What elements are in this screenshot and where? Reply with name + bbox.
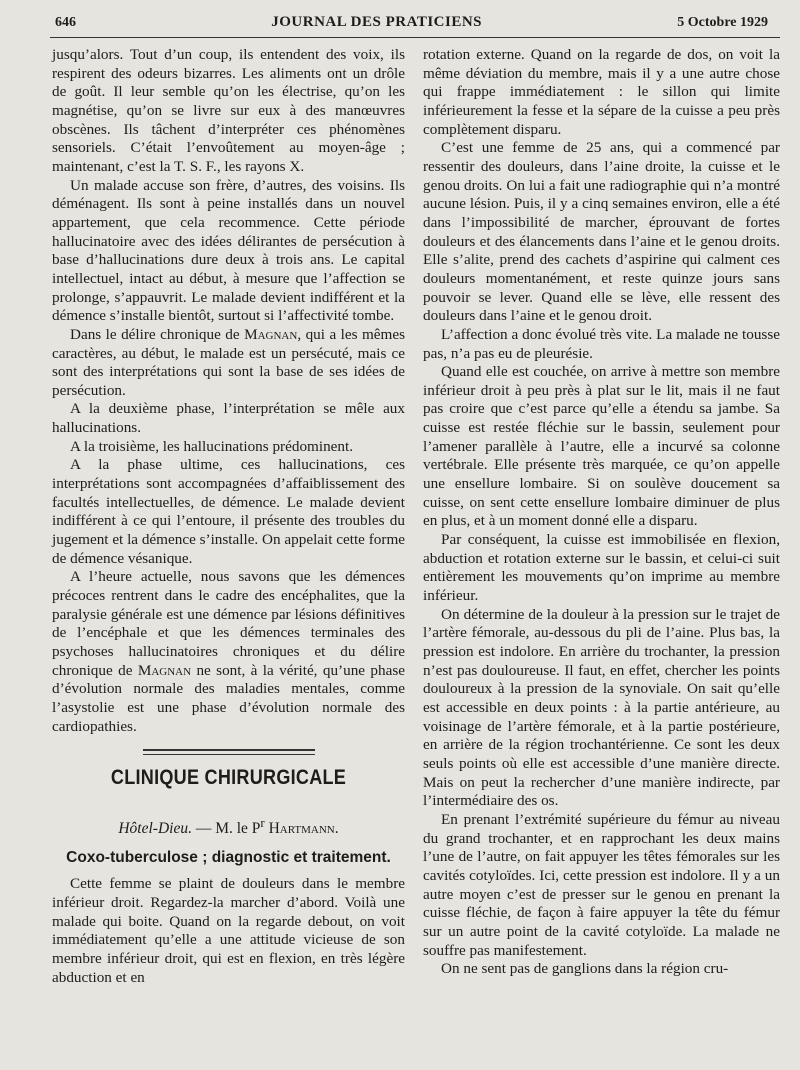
paragraph: C’est une femme de 25 ans, qui a commencé par ressentir des douleurs, dans l’aine droite, la cuisse et le genou droits. On lui a fait une radiographie qui n’a montré aucune lésion. Puis, il y a cinq semaines environ, elle a été dans l’impossibilité de marcher, éprouvant de fortes douleurs et des élancements dans l’aine et le genou droits. Elle s’alite, prend des cachets d’aspirine qui calment ces douleurs momentanément, et reste quinze jours sans pouvoir se lever. Quand elle se lève, elle ressent des douleurs dans l’aine et le genou droit. — [423, 139, 780, 325]
paragraph: rotation externe. Quand on la regarde de dos, on voit la même déviation du membre, mais il y a une autre chose qui frappe immédiatement : le sillon qui limite inférieurement la fesse et la sépare de la cuisse a peu près complètement disparu. — [423, 46, 780, 138]
article-title: Coxo-tuberculose ; diagnostic et traitement. — [66, 848, 391, 866]
paragraph: Quand elle est couchée, on arrive à mettre son membre inférieur droit à peu près à plat sur le lit, mais il ne faut pas croire que c’est parce qu’elle a étendu sa jambe. Sa cuisse est restée fléchie sur le bassin, seulement pour l’amener parallèle à l’autre, elle a incurvé sa colonne vertébrale. Elle présente très marquée, ce qu’on appelle une ensellure lombaire. Si on soulève doucement sa cuisse, on sent cette ensellure lombaire diminuer de plus en plus, et à un moment donné elle a disparu. — [423, 363, 780, 530]
paragraph: En prenant l’extrémité supérieure du fémur au niveau du grand trochanter, et en rapprochant les deux mains l’une de l’autre, on fait appuyer les têtes fémorales sur les cavités cotyloïdes. Ici, cette pression est indolore. Il y a un autre moyen c’est de presser sur le genou en prenant la cuisse fléchie, de façon à faire appuyer la tête du fémur sur un autre point de la cavité cotyloïde. La malade ne souffre pas manifestement. — [423, 810, 780, 959]
paragraph: Par conséquent, la cuisse est immobilisée en flexion, abduction et rotation externe sur le bassin, et celui-ci suit entièrement les mouvements qu’on imprime au membre inférieur. — [423, 531, 780, 605]
left-column — [52, 46, 405, 987]
author-name: Magnan — [137, 661, 192, 679]
paragraph: L’affection a donc évolué très vite. La malade ne tousse pas, n’a pas eu de pleurésie. — [423, 325, 780, 362]
professor-name: Hartmann. — [264, 820, 339, 838]
journal-title: JOURNAL DES PRATICIENS — [271, 14, 483, 30]
paragraph: A la phase ultime, ces hallucinations, ces interprétations sont accompagnées d’affaiblissement des facultés intellectuelles, de démence. Le malade devient indifférent à ce qui l’entoure, il présente des troubles du jugement et la démence s’installe. On appelait cette forme de démence vésanique. — [52, 456, 405, 567]
section-divider — [143, 749, 315, 755]
paragraph — [52, 326, 405, 401]
hospital-site: Hôtel-Dieu. — [118, 820, 192, 838]
page-number: 646 — [55, 15, 76, 30]
text-run: — M. le P — [191, 820, 261, 838]
section-title: CLINIQUE CHIRURGICALE — [110, 766, 347, 790]
text-run: Dans le délire chronique de — [70, 325, 245, 343]
superscript: r — [260, 814, 265, 830]
paragraph: Cette femme se plaint de douleurs dans le membre inférieur droit. Regardez-la marcher d’abord. Voilà une malade qui boite. Quand on la regarde debout, on voit immédiatement qu’elle a une attitude vicieuse de son membre inférieur droit, qui est en flexion, en très légère abduction et en — [52, 875, 405, 986]
text-run: , qui a les mêmes caractères, au début, le malade est un persécuté, mais ce sont des interprétations qui sont la base de ses idées de persécution. — [52, 325, 405, 399]
issue-date: 5 Octobre 1929 — [677, 15, 768, 30]
text-run: A l’heure actuelle, nous savons que les démences précoces rentrent dans le cadre des encéphalites, que la paralysie générale est une démence par lésions définitives de l’encéphale et que les démences terminales des psychoses hallucinatoires chroniques et du délire chronique de — [52, 568, 405, 679]
header-rule — [50, 37, 780, 38]
author-name: Magnan — [244, 325, 298, 343]
paragraph: On détermine de la douleur à la pression sur le trajet de l’artère fémorale, au-dessous du pli de l’aine. Plus bas, la pression est indolore. En arrière du trochanter, la pression n’est pas douloureuse. Il faut, en effet, chercher les points douloureux à la pression de la synoviale. On sait qu’elle est accessible en deux points : à la partie antérieure, au voisinage de l’artère fémorale, et à la partie postérieure, en arrière de la région trochantérienne. Ce sont les deux seuls points où elle est accessible d’une manière directe. Mais on peut la rechercher d’une manière indirecte, par l’intermédiaire des os. — [423, 605, 780, 810]
running-header — [55, 14, 768, 36]
paragraph: jusqu’alors. Tout d’un coup, ils entendent des voix, ils respirent des odeurs bizarres. Les aliments ont un drôle de goût. Il leur semble qu’on les électrise, qu’on les magnétise, qu’on se livre sur eux à des manœuvres obscènes. Ils tâchent d’interpréter ces phénomènes sensoriels. C’était l’envoûtement au moyen-âge ; maintenant, c’est la T. S. F., les rayons X. — [52, 46, 405, 175]
right-column — [423, 46, 780, 979]
text-run: ne sont, à la vérité, qu’une phase d’évolution normale des maladies mentales, comme l’asystolie est une phase d’évolution normale des cardiopathies. — [52, 661, 405, 735]
paragraph: On ne sent pas de ganglions dans la région cru- — [441, 960, 729, 978]
paragraph — [52, 568, 405, 736]
hospital-line — [52, 814, 405, 839]
paragraph: Un malade accuse son frère, d’autres, des voisins. Ils déménagent. Ils sont à peine installés dans un nouvel appartement, que cela recommence. Cette période hallucinatoire avec des idées délirantes de persécution à base d’hallucinations dure deux à trois ans. Le capital intellectuel, intact au début, à mesure que l’affection se prolonge, s’appauvrit. Le malade devient indifférent et la démence s’installe bientôt, surtout si l’affectivité tombe. — [52, 176, 405, 325]
paragraph: A la troisième, les hallucinations prédominent. — [70, 437, 354, 455]
paragraph: A la deuxième phase, l’interprétation se mêle aux hallucinations. — [52, 400, 405, 437]
